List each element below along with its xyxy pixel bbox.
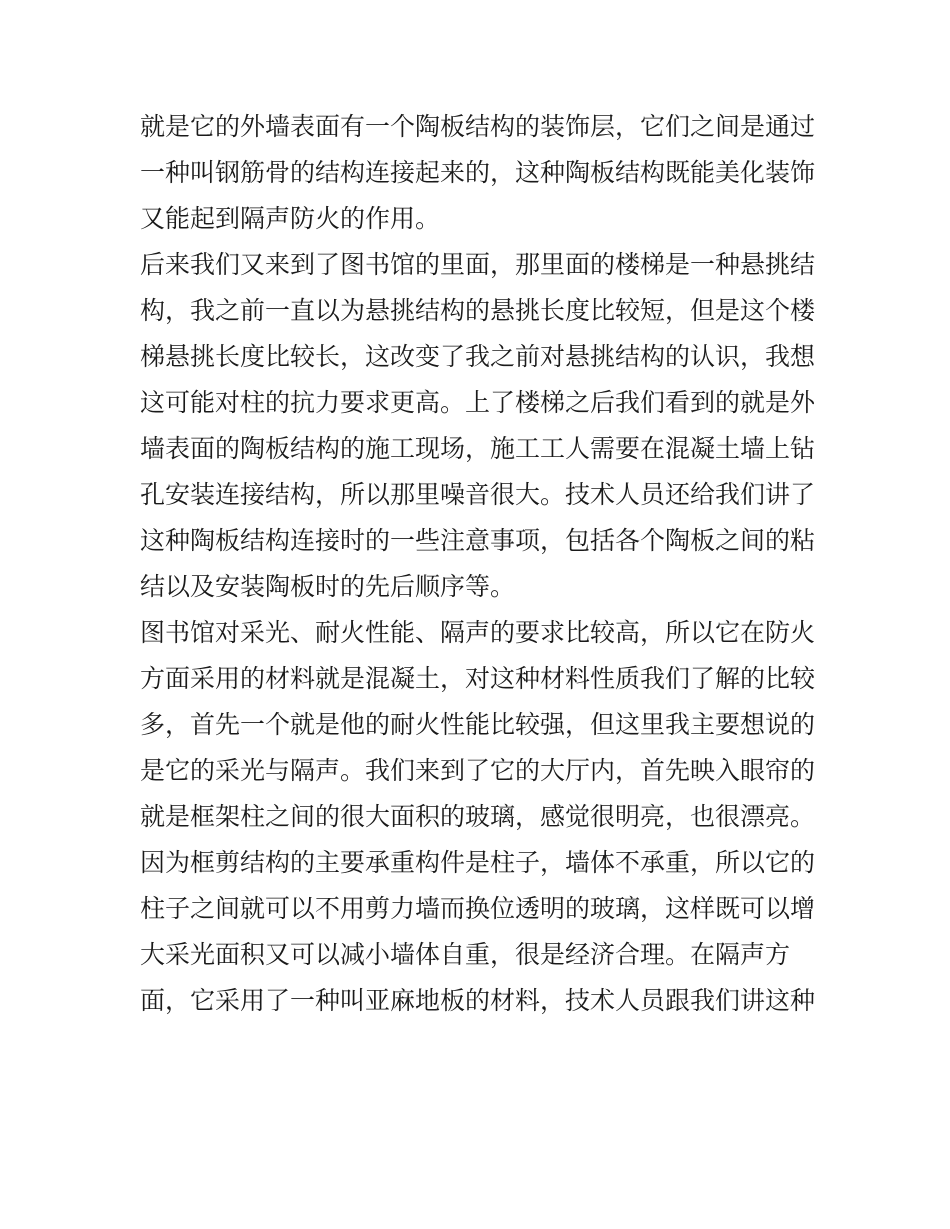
text-line: 后来我们又来到了图书馆的里面，那里面的楼梯是一种悬挑结 [140, 250, 816, 279]
text-line: 柱子之间就可以不用剪力墙而换位透明的玻璃，这样既可以增 [140, 894, 816, 923]
text-line: 这种陶板结构连接时的一些注意事项，包括各个陶板之间的粘 [140, 526, 816, 555]
text-line: 墙表面的陶板结构的施工现场，施工工人需要在混凝土墙上钻 [140, 434, 816, 463]
text-line: 这可能对柱的抗力要求更高。上了楼梯之后我们看到的就是外 [140, 388, 816, 417]
text-line: 图书馆对采光、耐火性能、隔声的要求比较高，所以它在防火 [140, 618, 816, 647]
text-line: 就是它的外墙表面有一个陶板结构的装饰层，它们之间是通过 [140, 112, 816, 141]
text-line: 梯悬挑长度比较长，这改变了我之前对悬挑结构的认识，我想 [140, 342, 816, 371]
text-line: 就是框架柱之间的很大面积的玻璃，感觉很明亮，也很漂亮。 [140, 802, 816, 831]
text-line: 是它的采光与隔声。我们来到了它的大厅内，首先映入眼帘的 [140, 756, 816, 785]
text-line: 方面采用的材料就是混凝土，对这种材料性质我们了解的比较 [140, 664, 816, 693]
text-line: 因为框剪结构的主要承重构件是柱子，墙体不承重，所以它的 [140, 848, 816, 877]
body-text [140, 104, 820, 1024]
text-line: 结以及安装陶板时的先后顺序等。 [140, 572, 516, 601]
text-line: 孔安装连接结构，所以那里噪音很大。技术人员还给我们讲了 [140, 480, 816, 509]
text-line: 一种叫钢筋骨的结构连接起来的，这种陶板结构既能美化装饰 [140, 158, 816, 187]
text-line: 大采光面积又可以减小墙体自重，很是经济合理。在隔声方 [140, 940, 791, 969]
text-line: 多，首先一个就是他的耐火性能比较强，但这里我主要想说的 [140, 710, 816, 739]
text-line: 面，它采用了一种叫亚麻地板的材料，技术人员跟我们讲这种 [140, 986, 816, 1015]
text-line: 又能起到隔声防火的作用。 [140, 204, 441, 233]
text-line: 构，我之前一直以为悬挑结构的悬挑长度比较短，但是这个楼 [140, 296, 816, 325]
